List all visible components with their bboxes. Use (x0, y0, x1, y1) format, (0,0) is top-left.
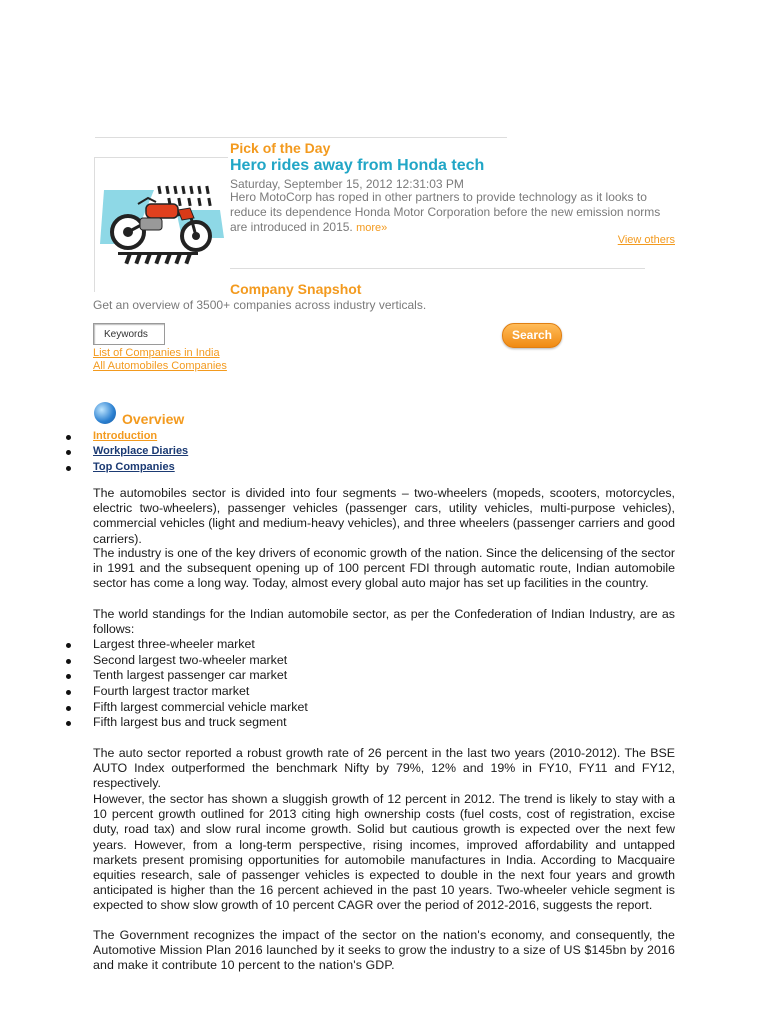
bullet (66, 721, 71, 726)
article-date: Saturday, September 15, 2012 12:31:03 PM (230, 177, 464, 191)
article-paragraph-4: The auto sector reported a robust growth rate of 26 percent in the last two years (2010-2012). The BSE AUTO Index outperformed the benchmark Nifty by 79%, 12% and 19% in FY10, FY11 and FY12, respectively. (93, 746, 675, 791)
company-snapshot-heading: Company Snapshot (230, 281, 362, 297)
standings-item: Second largest two-wheeler market (93, 653, 288, 667)
bullet (66, 643, 71, 648)
article-paragraph-3: The world standings for the Indian automobile sector, as per the Confederation of Indian Industry, are as follows: (93, 607, 675, 637)
snapshot-divider (230, 268, 645, 269)
bullet (66, 706, 71, 711)
standings-item: Tenth largest passenger car market (93, 668, 288, 682)
bullet (66, 435, 71, 440)
overview-heading: Overview (122, 411, 185, 427)
article-paragraph-1: The automobiles sector is divided into four segments – two-wheelers (mopeds, scooters, motorcycles, electric two-wheelers), passenger vehicles (passenger cars, utility vehicles, multi-purpose vehicles), commercial vehicles (light and medium-heavy vehicles), and three wheelers (passenger carriers and good carriers). (93, 486, 675, 546)
list-companies-link[interactable]: List of Companies in India (93, 347, 220, 359)
top-divider (95, 137, 507, 138)
pick-of-day-heading: Pick of the Day (230, 140, 331, 156)
company-snapshot-description: Get an overview of 3500+ companies across industry verticals. (93, 298, 427, 312)
keywords-input[interactable] (93, 323, 165, 345)
toc-top-companies-link[interactable]: Top Companies (93, 461, 175, 473)
standings-item: Largest three-wheeler market (93, 637, 255, 651)
automobiles-companies-link[interactable]: All Automobiles Companies (93, 360, 227, 372)
standings-item: Fifth largest commercial vehicle market (93, 700, 308, 714)
bullet (66, 690, 71, 695)
standings-item: Fifth largest bus and truck segment (93, 715, 287, 729)
toc-introduction-link[interactable]: Introduction (93, 430, 158, 442)
search-button[interactable]: Search (502, 323, 562, 348)
bullet (66, 466, 71, 471)
image-box-left-border (94, 157, 95, 292)
more-link[interactable]: more» (356, 222, 388, 234)
toc-workplace-diaries-link[interactable]: Workplace Diaries (93, 445, 189, 457)
bullet (66, 674, 71, 679)
article-paragraph-2: The industry is one of the key drivers of economic growth of the nation. Since the delicensing of the sector in 1991 and the subsequent opening up of 100 percent FDI through automatic route, Indian automobile sector has come a long way. Today, almost every global auto major has set up facilities in the country. (93, 546, 675, 591)
motorcycle-illustration (98, 180, 228, 270)
headline-link[interactable]: Hero rides away from Honda tech (230, 157, 485, 174)
view-others-link[interactable]: View others (617, 234, 675, 246)
bullet (66, 659, 71, 664)
summary-text: Hero MotoCorp has roped in other partners to provide technology as it looks to reduce its dependence Honda Motor Corporation before the new emission norms are introduced in 2015. (230, 190, 661, 234)
globe-icon (94, 402, 116, 424)
article-summary (230, 190, 675, 236)
article-paragraph-6: The Government recognizes the impact of the sector on the nation's economy, and consequently, the Automotive Mission Plan 2016 launched by it seeks to grow the industry to a size of US $145bn by 2016 and make it contribute 10 percent to the nation's GDP. (93, 928, 675, 973)
article-paragraph-5: However, the sector has shown a sluggish growth of 12 percent in 2012. The trend is likely to stay with a 10 percent growth outlined for 2013 citing high ownership costs (fuel costs, cost of registration, excise duty, road tax) and slow rural income growth. Solid but cautious growth is expected over the next few years. However, from a long-term perspective, rising incomes, improved affordability and untapped markets present promising opportunities for automobile manufactures in India. According to Macquaire equities research, sale of passenger vehicles is expected to double in the next four years and growth anticipated is higher than the 16 percent achieved in the past 10 years. Two-wheeler vehicle segment is expected to show slow growth of 10 percent CAGR over the period of 2012-2016, suggests the report. (93, 792, 675, 913)
standings-item: Fourth largest tractor market (93, 684, 250, 698)
image-box-top-border (94, 157, 228, 158)
bullet (66, 450, 71, 455)
